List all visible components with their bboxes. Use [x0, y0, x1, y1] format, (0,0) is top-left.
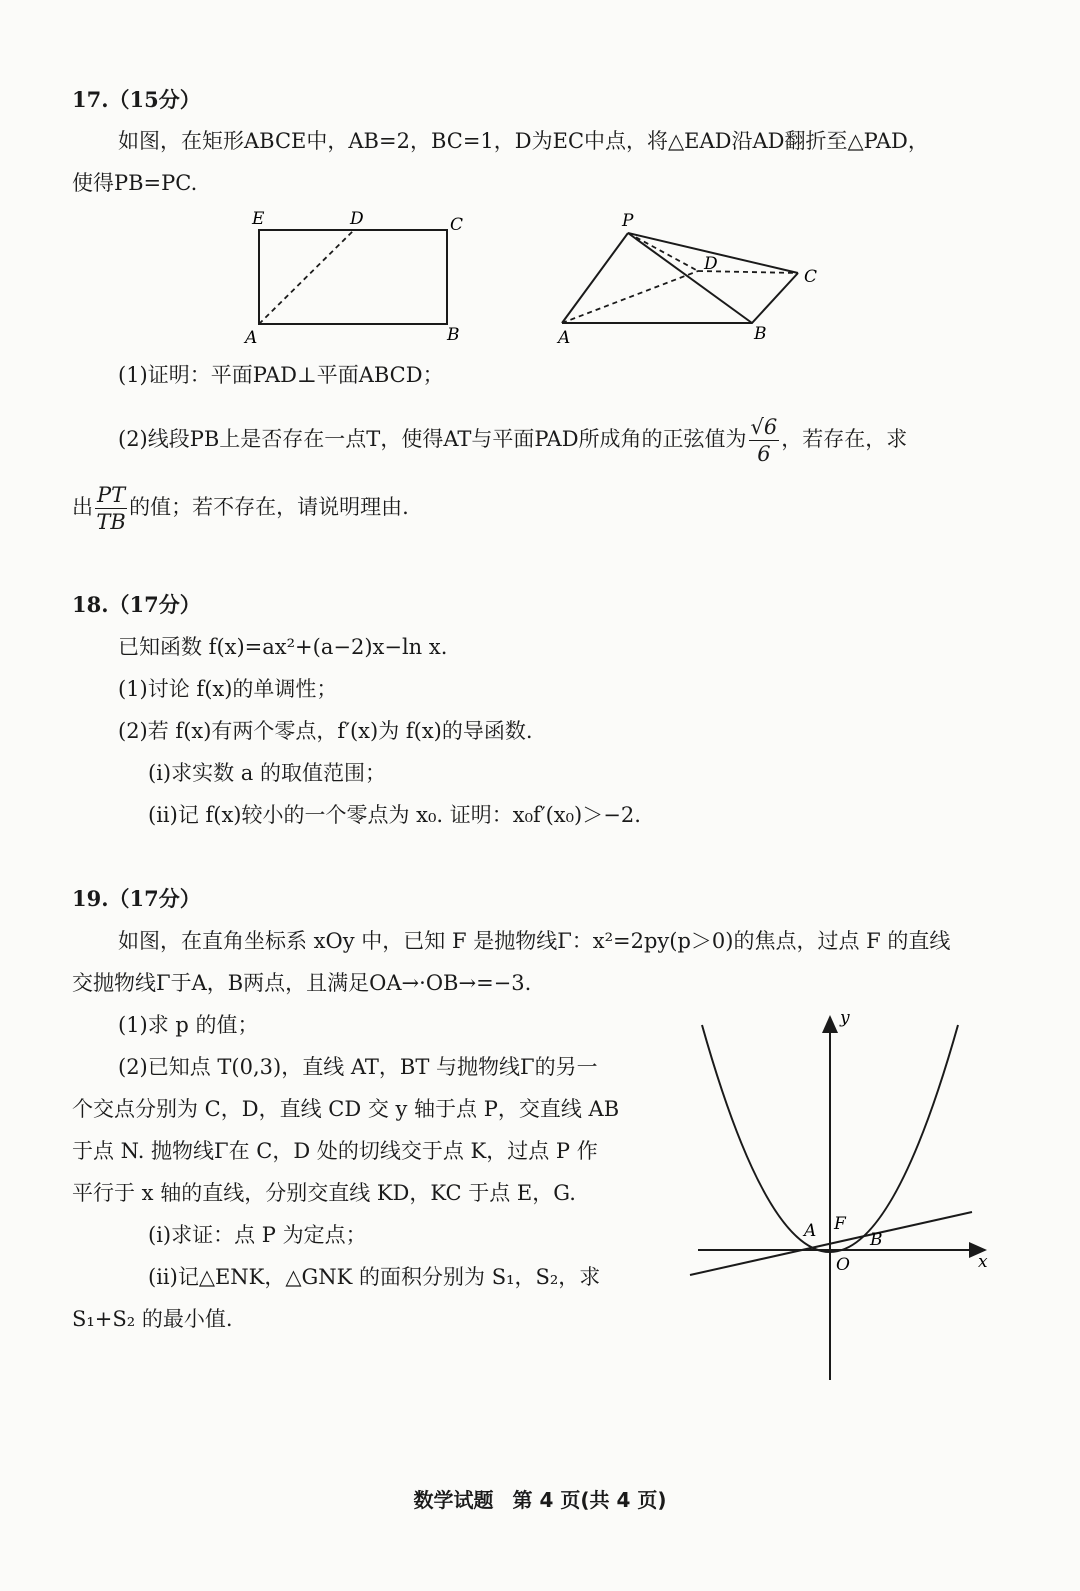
- q17-part2-text-a: (2)线段PB上是否存在一点T，使得AT与平面PAD所成角的正弦值为: [118, 427, 747, 451]
- q19-part2-ii: (ii)记△ENK，△GNK 的面积分别为 S₁，S₂，求: [148, 1265, 601, 1289]
- edge-pb: [628, 233, 752, 323]
- label-D: D: [704, 254, 718, 274]
- q17-part2-line2: 出 $\frac{PT}{TB}$ 的值；若不存在，请说明理由.: [72, 483, 409, 534]
- q18-heading: 18.（17分）: [72, 592, 201, 617]
- footer-page-number: 第 4 页(共 4 页): [512, 1488, 667, 1512]
- rectangle-abce: [259, 230, 447, 324]
- label-A: A: [558, 328, 571, 348]
- q19-part2-line2: 个交点分别为 C，D，直线 CD 交 y 轴于点 P，交直线 AB: [72, 1097, 620, 1121]
- dashed-segment-ad: [259, 230, 354, 324]
- q19-part2-line3: 于点 N. 抛物线Γ在 C，D 处的切线交于点 K，过点 P 作: [72, 1139, 598, 1163]
- q17-part2-text-b: ，若存在，求: [781, 427, 908, 451]
- dashed-pd: [628, 233, 698, 271]
- dashed-ad: [562, 271, 698, 323]
- label-E: E: [252, 209, 265, 229]
- q17-heading: 17.（15分）: [72, 87, 201, 112]
- label-F: F: [834, 1214, 846, 1234]
- q19-part2-line4: 平行于 x 轴的直线，分别交直线 KD，KC 于点 E，G.: [72, 1181, 576, 1205]
- label-A: A: [245, 328, 258, 348]
- page-footer: [0, 1484, 1080, 1513]
- q19-stem-line2: 交抛物线Γ于A，B两点，且满足OA→·OB→=−3.: [72, 971, 532, 995]
- q19-part2-i: (i)求证：点 P 为定点；: [148, 1223, 367, 1247]
- label-C: C: [450, 215, 464, 235]
- label-C: C: [804, 267, 818, 287]
- q19-figure-parabola: [680, 1005, 1000, 1390]
- label-x: x: [978, 1252, 988, 1272]
- q19-part2-ii-line2: S₁+S₂ 的最小值.: [72, 1307, 233, 1331]
- q18-part2-ii: (ii)记 f(x)较小的一个零点为 x₀. 证明：x₀f′(x₀)＞−2.: [148, 803, 641, 827]
- q18-part2: (2)若 f(x)有两个零点，f′(x)为 f(x)的导函数.: [118, 719, 533, 743]
- q17-stem-line1: 如图，在矩形ABCE中，AB=2，BC=1，D为EC中点，将△EAD沿AD翻折至△PAD，: [118, 129, 929, 153]
- fraction-pt-over-tb: $\frac{PT}{TB}$: [96, 483, 126, 534]
- q18-stem: 已知函数 f(x)=ax²+(a−2)x−ln x.: [118, 635, 448, 659]
- label-y: y: [840, 1008, 850, 1028]
- q19-heading: 19.（17分）: [72, 886, 201, 911]
- label-B: B: [447, 325, 460, 345]
- label-A: A: [804, 1221, 817, 1241]
- edge-pa: [562, 233, 628, 323]
- q19-stem-line1: 如图，在直角坐标系 xOy 中，已知 F 是抛物线Γ：x²=2py(p＞0)的焦点，过点 F 的直线: [118, 929, 951, 953]
- q18-part2-i: (i)求实数 a 的取值范围；: [148, 761, 386, 785]
- q17-part2-line1: [118, 410, 1080, 468]
- q18-part1: (1)讨论 f(x)的单调性；: [118, 677, 338, 701]
- q19-part1: (1)求 p 的值；: [118, 1013, 259, 1037]
- q17-figure-folded: [548, 205, 838, 350]
- label-B: B: [870, 1230, 883, 1250]
- fraction-sqrt6-over-6: $\frac{√6}{6}$: [750, 415, 778, 466]
- label-P: P: [622, 211, 634, 231]
- label-B: B: [754, 324, 767, 344]
- footer-subject: 数学试题: [413, 1488, 494, 1512]
- q19-part2-line1: (2)已知点 T(0,3)，直线 AT，BT 与抛物线Γ的另一: [118, 1055, 598, 1079]
- label-D: D: [350, 209, 364, 229]
- base-abc: [562, 273, 798, 323]
- q17-stem-line2: 使得PB=PC.: [72, 171, 198, 195]
- label-O: O: [836, 1255, 850, 1275]
- q17-figure-rectangle: [240, 200, 480, 350]
- q17-part1: (1)证明：平面PAD⊥平面ABCD；: [118, 363, 444, 387]
